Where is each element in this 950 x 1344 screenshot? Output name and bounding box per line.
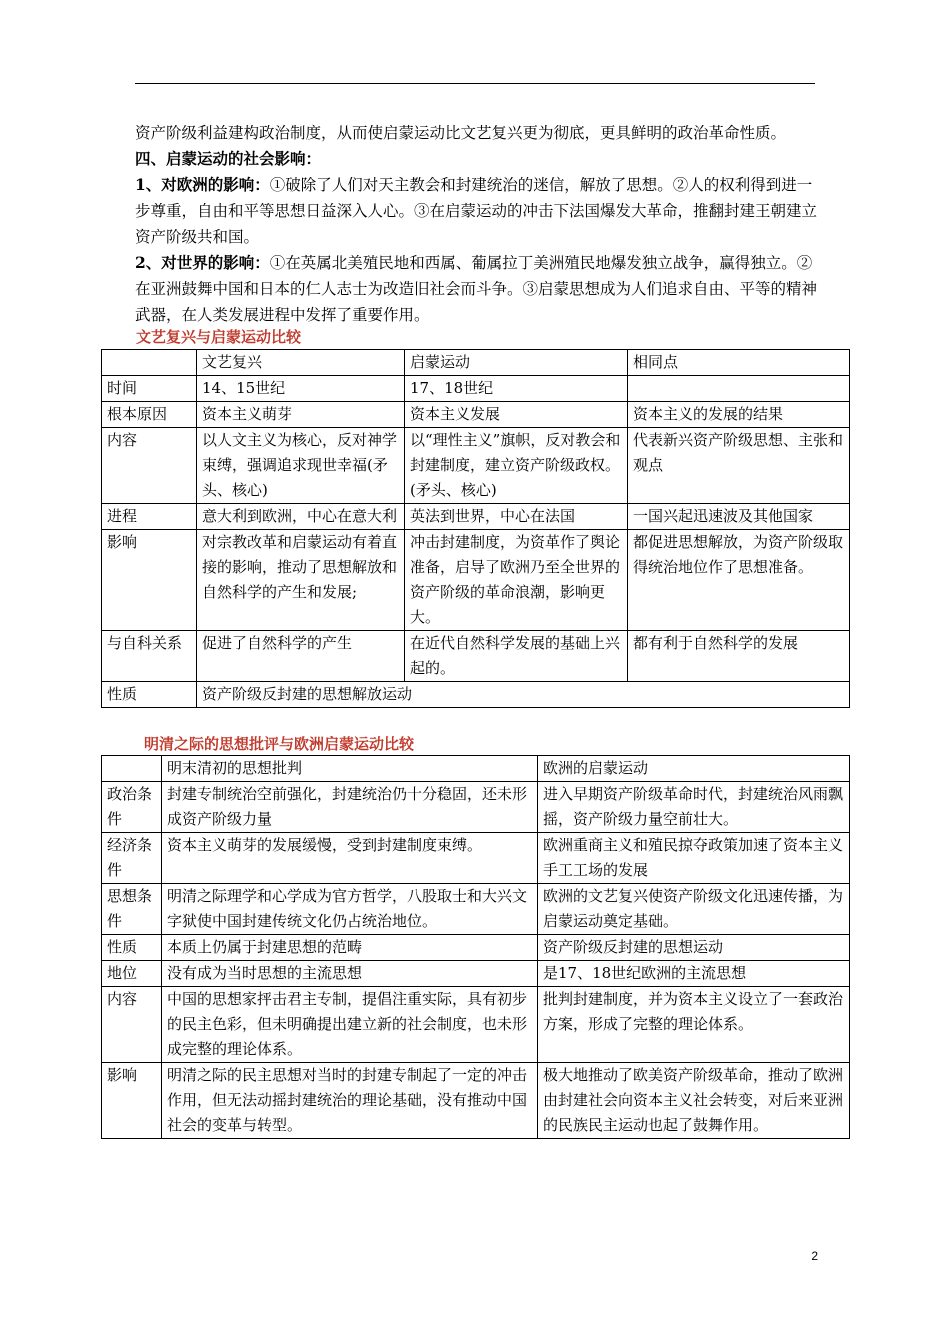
- table-cell: 14、15世纪: [197, 376, 405, 402]
- header-cell: 相同点: [628, 350, 850, 376]
- table-cell: 17、18世纪: [405, 376, 628, 402]
- body-text: [135, 120, 825, 328]
- table-cell: 冲击封建制度，为资革作了舆论准备，启导了欧洲乃至全世界的资产阶级的革命浪潮，影响更大。: [405, 530, 628, 631]
- page-number: 2: [811, 1249, 818, 1263]
- table-row: [102, 987, 850, 1063]
- table-cell: 一国兴起迅速波及其他国家: [628, 504, 850, 530]
- table-row: [102, 504, 850, 530]
- table-row: [102, 631, 850, 682]
- paragraph-world-impact: [135, 250, 825, 328]
- table-cell: 以人文主义为核心，反对神学束缚，强调追求现世幸福(矛头、核心): [197, 428, 405, 504]
- table-cell: 意大利到欧洲，中心在意大利: [197, 504, 405, 530]
- table-row: [102, 833, 850, 884]
- row-label-cell: 地位: [102, 961, 162, 987]
- table-cell: 明清之际的民主思想对当时的封建专制起了一定的冲击作用，但无法动摇封建统治的理论基础，没有推动中国社会的变革与转型。: [162, 1063, 538, 1139]
- table-cell: 对宗教改革和启蒙运动有着直接的影响，推动了思想解放和自然科学的产生和发展;: [197, 530, 405, 631]
- table-cell: 批判封建制度，并为资本主义设立了一套政治方案，形成了完整的理论体系。: [538, 987, 850, 1063]
- table1-title: 文艺复兴与启蒙运动比较: [136, 328, 302, 346]
- table-cell: 在近代自然科学发展的基础上兴起的。: [405, 631, 628, 682]
- table-row: [102, 402, 850, 428]
- table-row: [102, 428, 850, 504]
- table-cell: 明清之际理学和心学成为官方哲学，八股取士和大兴文字狱使中国封建传统文化仍占统治地位。: [162, 884, 538, 935]
- header-cell: 启蒙运动: [405, 350, 628, 376]
- header-cell: 明末清初的思想批判: [162, 756, 538, 782]
- header-cell: [102, 756, 162, 782]
- comparison-table-renaissance-enlightenment: [101, 349, 850, 708]
- row-label-cell: 进程: [102, 504, 197, 530]
- row-label-cell: 根本原因: [102, 402, 197, 428]
- table-cell: 极大地推动了欧美资产阶级革命，推动了欧洲由封建社会向资本主义社会转变，对后来亚洲的民族民主运动也起了鼓舞作用。: [538, 1063, 850, 1139]
- table-cell: 以“理性主义”旗帜，反对教会和封建制度，建立资产阶级政权。(矛头、核心): [405, 428, 628, 504]
- paragraph-text: ①破除了人们对天主教会和封建统治的迷信，解放了思想。②人的权利得到进一步尊重，自由和平等思想日益深入人心。③在启蒙运动的冲击下法国爆发大革命，推翻封建王朝建立资产阶级共和国。: [135, 176, 818, 246]
- row-label-cell: 影响: [102, 1063, 162, 1139]
- row-label-cell: 经济条件: [102, 833, 162, 884]
- table-cell: 资产阶级反封建的思想解放运动: [197, 682, 850, 708]
- table-cell: 是17、18世纪欧洲的主流思想: [538, 961, 850, 987]
- header-rule: [135, 83, 815, 84]
- row-label-cell: 政治条件: [102, 782, 162, 833]
- table-cell: 都有利于自然科学的发展: [628, 631, 850, 682]
- row-label-cell: 与自科关系: [102, 631, 197, 682]
- table-row: [102, 530, 850, 631]
- row-label-cell: 内容: [102, 428, 197, 504]
- table-row: [102, 935, 850, 961]
- table-cell: [628, 376, 850, 402]
- table-cell: 促进了自然科学的产生: [197, 631, 405, 682]
- table-cell: 本质上仍属于封建思想的范畴: [162, 935, 538, 961]
- table-cell: 资本主义发展: [405, 402, 628, 428]
- paragraph-europe-impact: [135, 172, 825, 250]
- row-label-cell: 思想条件: [102, 884, 162, 935]
- table-header-row: [102, 350, 850, 376]
- paragraph-0: 资产阶级利益建构政治制度，从而使启蒙运动比文艺复兴更为彻底，更具鲜明的政治革命性质。: [135, 124, 787, 142]
- section-heading-4: 四、启蒙运动的社会影响：: [135, 149, 322, 168]
- row-label-cell: 性质: [102, 935, 162, 961]
- table-cell: 中国的思想家抨击君主专制，提倡注重实际，具有初步的民主色彩，但未明确提出建立新的社会制度，也未形成完整的理论体系。: [162, 987, 538, 1063]
- table-row: [102, 376, 850, 402]
- header-cell: [102, 350, 197, 376]
- table-header-row: [102, 756, 850, 782]
- table-cell: 代表新兴资产阶级思想、主张和观点: [628, 428, 850, 504]
- table-row: [102, 782, 850, 833]
- row-label-cell: 性质: [102, 682, 197, 708]
- table-cell: 没有成为当时思想的主流思想: [162, 961, 538, 987]
- row-label-cell: 时间: [102, 376, 197, 402]
- comparison-table-ming-qing-europe: [101, 755, 850, 1139]
- row-label-cell: 影响: [102, 530, 197, 631]
- table-cell: 进入早期资产阶级革命时代，封建统治风雨飘摇，资产阶级力量空前壮大。: [538, 782, 850, 833]
- table-row: [102, 682, 850, 708]
- header-cell: 文艺复兴: [197, 350, 405, 376]
- table-cell: 资本主义萌芽: [197, 402, 405, 428]
- table-row: [102, 1063, 850, 1139]
- paragraph-lead: 1、对欧洲的影响：: [135, 175, 270, 194]
- table-row: [102, 884, 850, 935]
- table-row: [102, 961, 850, 987]
- table2-title: 明清之际的思想批评与欧洲启蒙运动比较: [144, 735, 415, 753]
- table-cell: 资产阶级反封建的思想运动: [538, 935, 850, 961]
- table-cell: 封建专制统治空前强化，封建统治仍十分稳固，还未形成资产阶级力量: [162, 782, 538, 833]
- table-cell: 资本主义萌芽的发展缓慢，受到封建制度束缚。: [162, 833, 538, 884]
- table-cell: 欧洲重商主义和殖民掠夺政策加速了资本主义手工工场的发展: [538, 833, 850, 884]
- paragraph-text: ①在英属北美殖民地和西属、葡属拉丁美洲殖民地爆发独立战争，赢得独立。②在亚洲鼓舞中国和日本的仁人志士为改造旧社会而斗争。③启蒙思想成为人们追求自由、平等的精神武器，在人类发展进程中发挥了重要作用。: [135, 254, 818, 324]
- header-cell: 欧洲的启蒙运动: [538, 756, 850, 782]
- table-cell: 欧洲的文艺复兴使资产阶级文化迅速传播，为启蒙运动奠定基础。: [538, 884, 850, 935]
- paragraph-lead: 2、对世界的影响：: [135, 253, 270, 272]
- row-label-cell: 内容: [102, 987, 162, 1063]
- table-cell: 资本主义的发展的结果: [628, 402, 850, 428]
- table-cell: 英法到世界，中心在法国: [405, 504, 628, 530]
- table-cell: 都促进思想解放，为资产阶级取得统治地位作了思想准备。: [628, 530, 850, 631]
